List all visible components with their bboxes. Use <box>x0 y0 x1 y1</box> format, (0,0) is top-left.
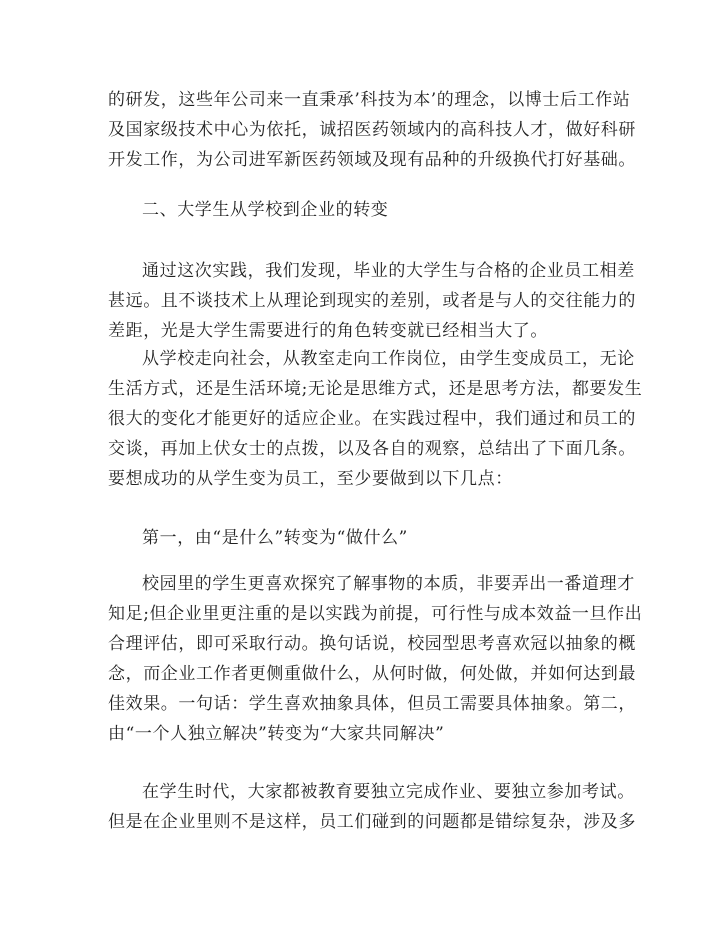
text-line: 念，而企业工作者更侧重做什么，从何时做，何处做，并如何达到最 <box>108 664 636 684</box>
section-heading <box>108 195 613 225</box>
text-line: 从学校走向社会，从教室走向工作岗位，由学生变成员工，无论 <box>142 349 635 369</box>
paragraph <box>108 777 636 837</box>
text-line: 合理评估，即可采取行动。换句话说，校园型思考喜欢冠以抽象的概 <box>108 634 636 654</box>
text-line: 在学生时代，大家都被教育要独立完成作业、要独立参加考试。 <box>142 782 635 802</box>
text-line: 差距，光是大学生需要进行的角色转变就已经相当大了。 <box>108 321 548 341</box>
paragraph <box>108 85 636 175</box>
text-line: 的研发，这些年公司来一直秉承’科技为本’的理念，以博士后工作站 <box>108 90 631 110</box>
section-heading-text: 二、大学生从学校到企业的转变 <box>142 200 389 220</box>
paragraph <box>108 569 643 749</box>
text-line: 佳效果。一句话：学生喜欢抽象具体，但员工需要具体抽象。第二， <box>108 694 636 714</box>
text-line: 及国家级技术中心为依托，诚招医药领域内的高科技人才，做好科研 <box>108 120 636 140</box>
text-line: 由“一个人独立解决”转变为“大家共同解决” <box>108 724 445 744</box>
text-line: 甚远。且不谈技术上从理论到现实的差别，或者是与人的交往能力的 <box>108 291 636 311</box>
sub-heading <box>108 523 613 553</box>
text-line: 要想成功的从学生变为员工，至少要做到以下几点： <box>108 469 513 489</box>
text-line: 但是在企业里则不是这样，员工们碰到的问题都是错综复杂，涉及多 <box>108 812 636 832</box>
text-line: 交谈，再加上伏女士的点拨，以及各自的观察，总结出了下面几条。 <box>108 439 636 459</box>
text-line: 很大的变化才能更好的适应企业。在实践过程中，我们通过和员工的 <box>108 409 636 429</box>
sub-heading-text: 第一，由“是什么”转变为“做什么” <box>142 528 408 548</box>
paragraph <box>108 256 636 346</box>
text-line: 开发工作，为公司进军新医药领域及现有品种的升级换代打好基础。 <box>108 150 636 170</box>
text-line: 生活方式，还是生活环境;无论是思维方式，还是思考方法，都要发生 <box>108 379 643 399</box>
text-line: 通过这次实践，我们发现，毕业的大学生与合格的企业员工相差 <box>142 261 635 281</box>
text-line: 知足;但企业里更注重的是以实践为前提，可行性与成本效益一旦作出 <box>108 604 643 624</box>
paragraph <box>108 344 643 494</box>
text-line: 校园里的学生更喜欢探究了解事物的本质，非要弄出一番道理才 <box>142 574 635 594</box>
